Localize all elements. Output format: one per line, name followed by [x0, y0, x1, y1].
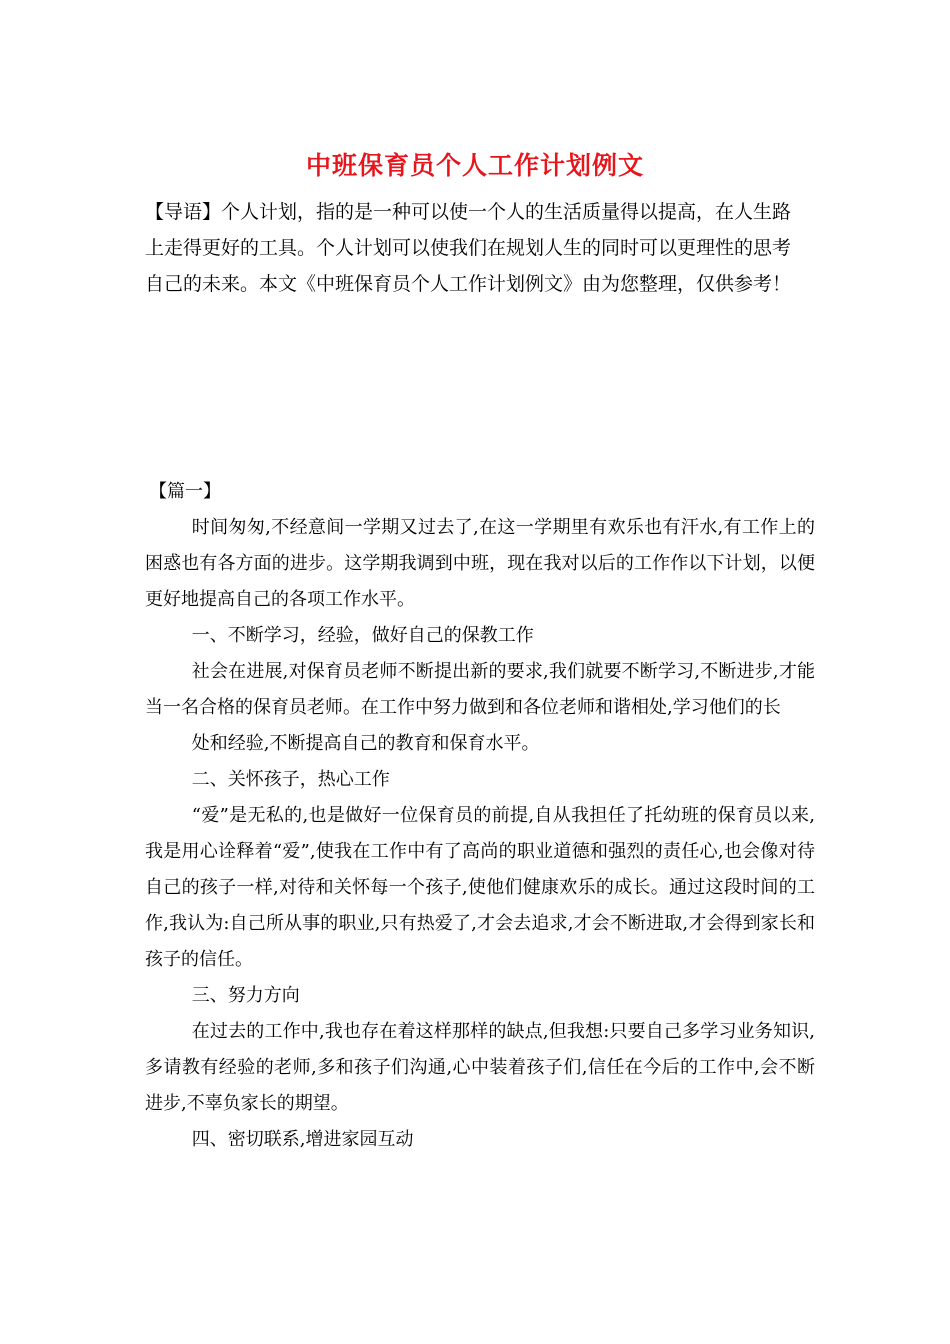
paragraph: “爱”是无私的,也是做好一位保育员的前提,自从我担任了托幼班的保育员以来,我是用心诠释着“爱”,使我在工作中有了高尚的职业道德和强烈的责任心,也会像对待自己的孩子一样,对待和关怀每一个孩子,使他们健康欢乐的成长。通过这段时间的工作,我认为:自己所从事的职业,只有热爱了,才会去追求,才会不断进取,才会得到家长和孩子的信任。	[145, 805, 815, 970]
section-heading: 一、不断学习，经验，做好自己的保教工作	[191, 625, 534, 646]
paragraph: 社会在进展,对保育员老师不断提出新的要求,我们就要不断学习,不断进步,才能当一名合格的保育员老师。在工作中努力做到和各位老师和谐相处,学习他们的长	[145, 661, 815, 718]
section-label: 【篇一】	[149, 481, 221, 502]
document-body	[145, 474, 815, 1158]
section-heading: 二、关怀孩子，热心工作	[191, 769, 390, 790]
intro-line: 自己的未来。本文《中班保育员个人工作计划例文》由为您整理，仅供参考！	[145, 273, 792, 295]
section-heading: 三、努力方向	[191, 985, 300, 1006]
paragraph: 时间匆匆,不经意间一学期又过去了,在这一学期里有欢乐也有汗水,有工作上的困惑也有各方面的进步。这学期我调到中班，现在我对以后的工作作以下计划，以便更好地提高自己的各项工作水平。	[145, 517, 815, 610]
intro-line: 【导语】个人计划，指的是一种可以使一个人的生活质量得以提高，在人生路	[145, 201, 792, 223]
document-title: 中班保育员个人工作计划例文	[305, 151, 644, 180]
intro-line: 上走得更好的工具。个人计划可以使我们在规划人生的同时可以更理性的思考	[145, 237, 792, 259]
intro-block	[145, 194, 815, 302]
paragraph: 处和经验,不断提高自己的教育和保育水平。	[191, 733, 540, 754]
paragraph: 在过去的工作中,我也存在着这样那样的缺点,但我想:只要自己多学习业务知识,多请教有经验的老师,多和孩子们沟通,心中装着孩子们,信任在今后的工作中,会不断进步,不辜负家长的期望。	[145, 1021, 815, 1114]
section-heading: 四、密切联系,增进家园互动	[191, 1129, 414, 1150]
